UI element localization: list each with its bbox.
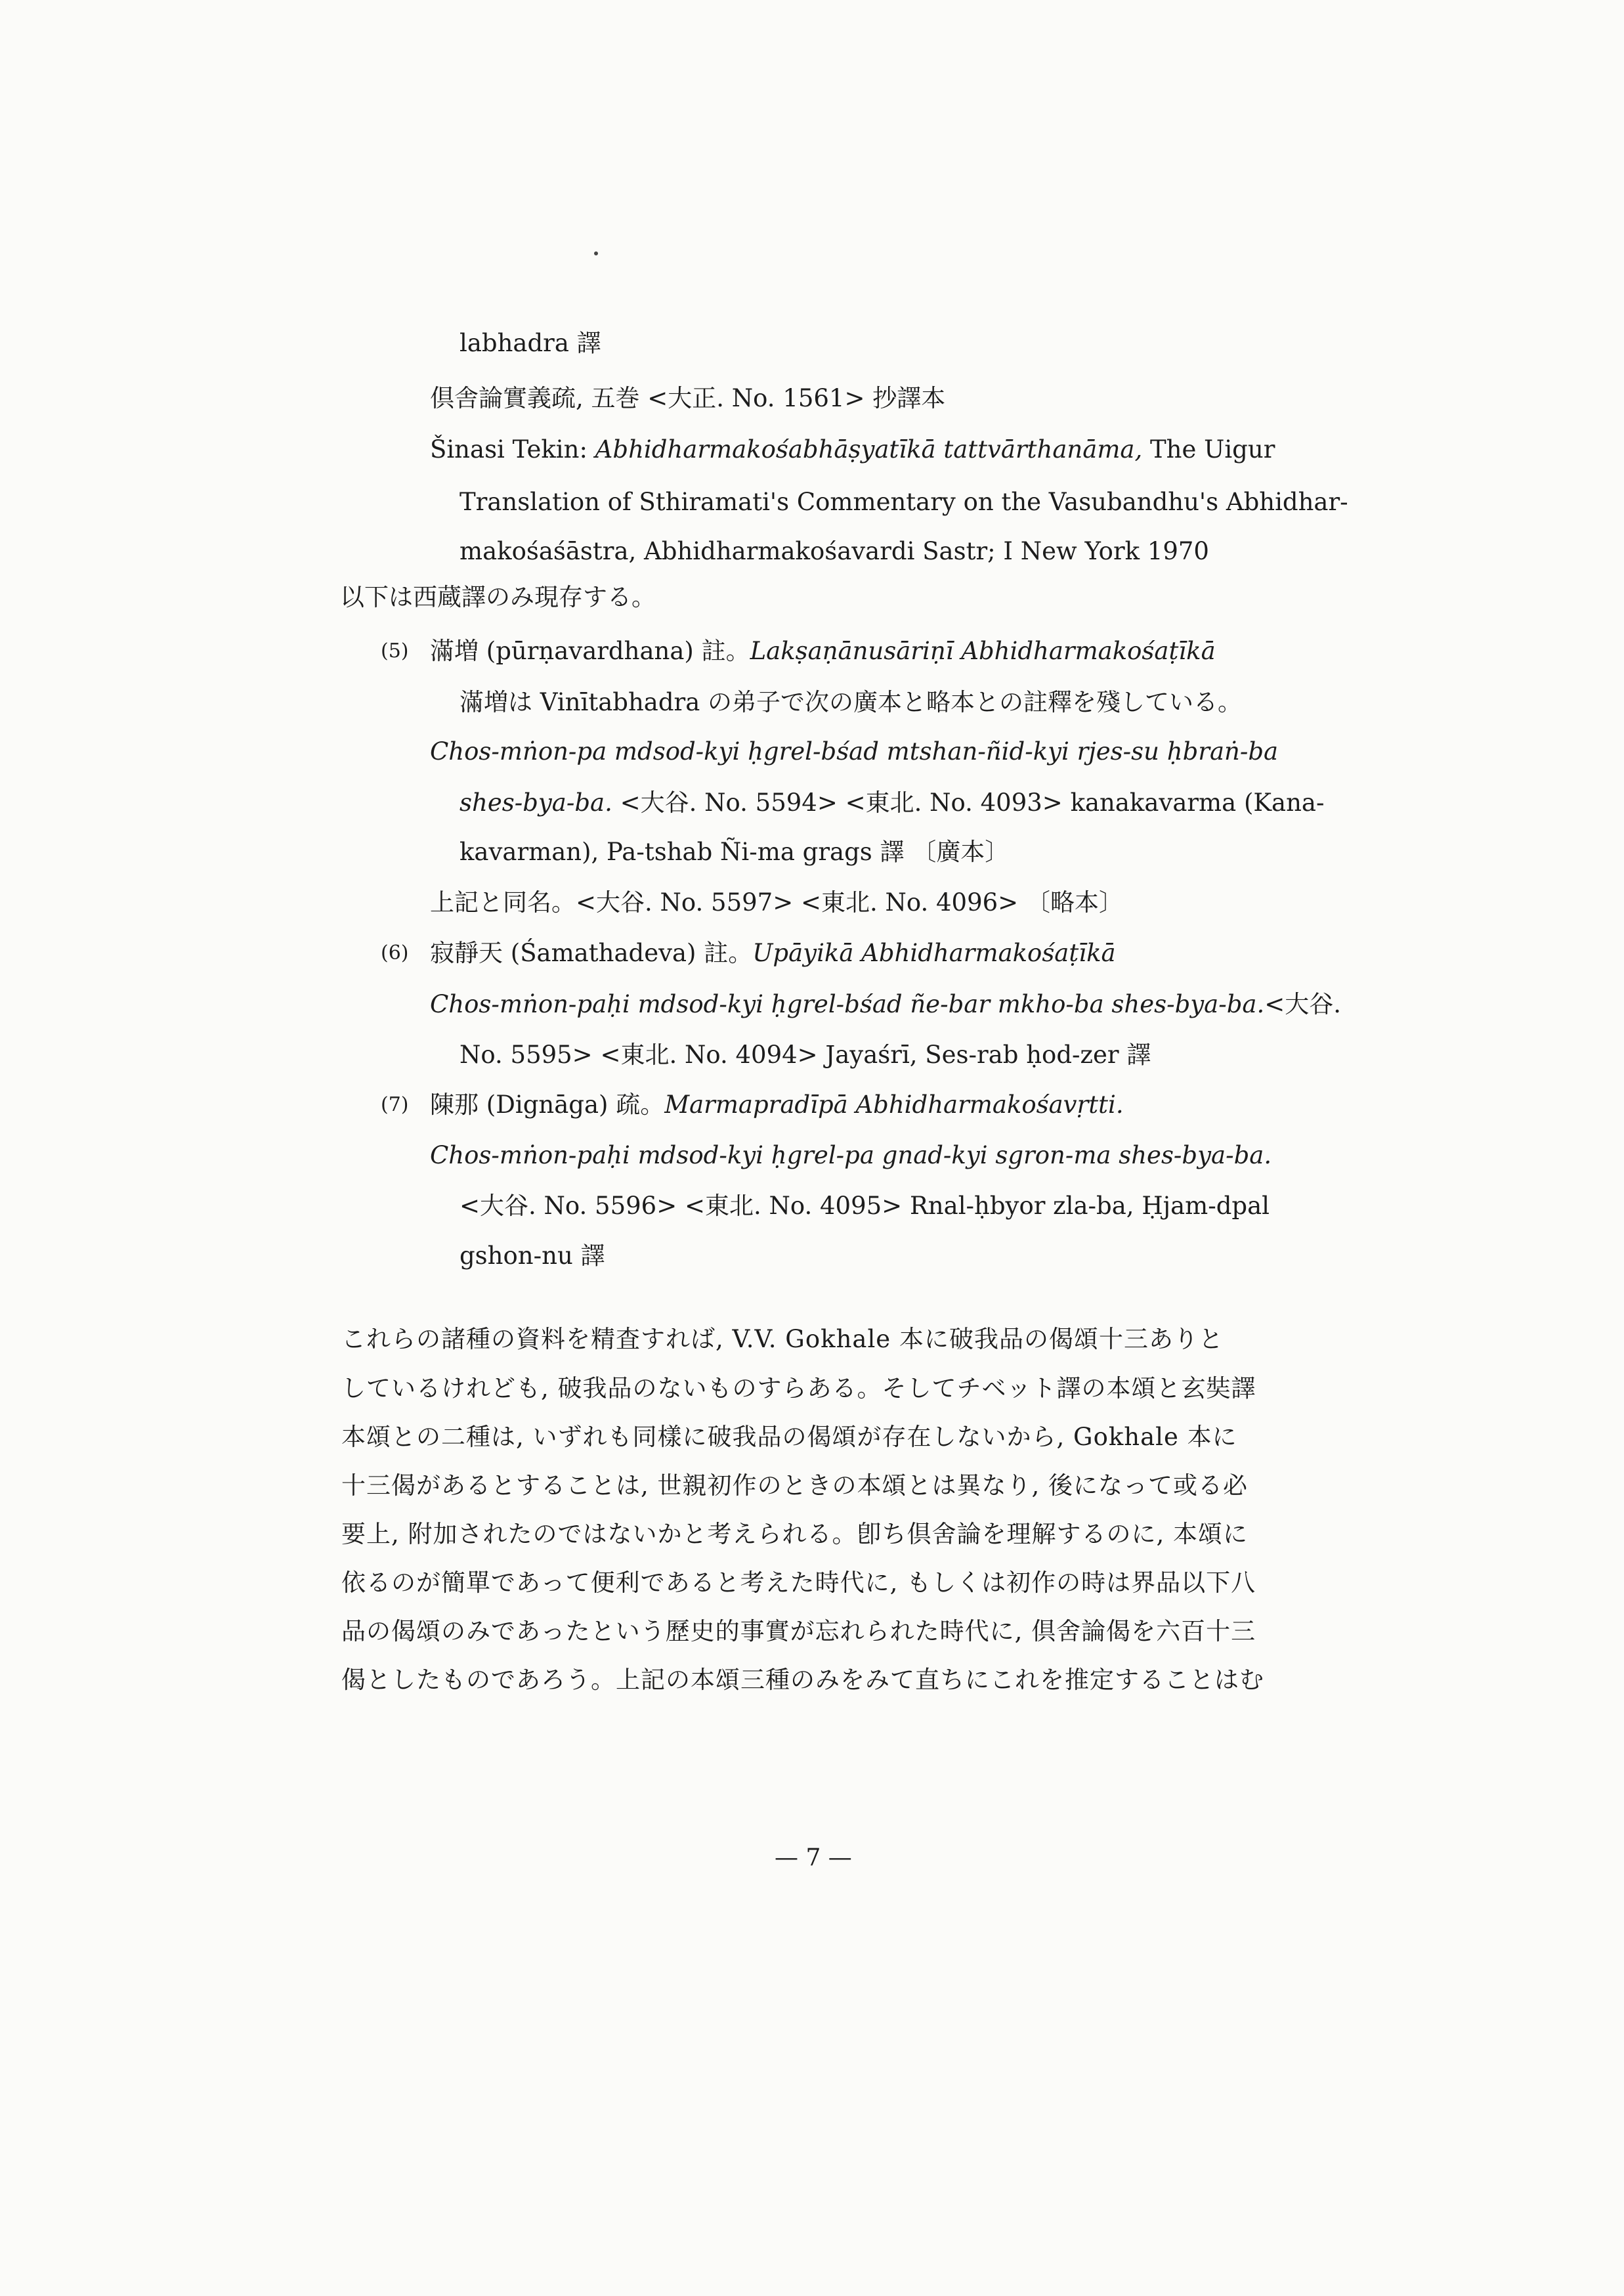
item-number-5: (5) [381, 639, 409, 662]
item-5-short-version: 上記と同名。<大谷. No. 5597> <東北. No. 4096> 〔略本〕 [430, 888, 1123, 917]
ref-line-2: 倶舎論實義疏, 五巻 <大正. No. 1561> 抄譯本 [430, 384, 946, 412]
ref-line-3-tail: The Uigur [1142, 435, 1275, 464]
item-7-author: 陳那 (Dignāga) 疏。 [430, 1091, 665, 1119]
item-5-note: 滿増は Vinītabhadra の弟子で次の廣本と略本との註釋を殘している。 [459, 688, 1243, 716]
page-number: — 7 — [775, 1844, 852, 1871]
item-5-title: Lakṣaṇānusāriṇī Abhidharmakośaṭīkā [750, 637, 1216, 665]
work-title: Abhidharmakośabhāṣyatīkā tattvārthanāma, [595, 435, 1143, 464]
item-6-tibetan-title [430, 988, 1341, 1021]
item-5-tibetan-title-end: shes-bya-ba. [459, 789, 612, 817]
item-6-catalog-start: <大谷. [1264, 990, 1342, 1018]
item-7-tibetan-title: Chos-mṅon-paḥi mdsod-kyi ḥgrel-pa gnad-kyi sgron-ma shes-bya-ba. [430, 1141, 1272, 1169]
item-6-title: Upāyikā Abhidharmakośaṭīkā [752, 939, 1116, 967]
body-line-3: 本頌との二種は, いずれも同樣に破我品の偈頌が存在しないから, Gokhale 本に [341, 1423, 1237, 1451]
body-line-1: これらの諸種の資料を精査すれば, V.V. Gokhale 本に破我品の偈頌十三ありと [341, 1325, 1224, 1353]
item-5-catalog-numbers: <大谷. No. 5594> <東北. No. 4093> kanakavarma (Kana- [612, 789, 1325, 817]
ref-line-3 [430, 433, 1275, 466]
item-7-title: Marmapradīpā Abhidharmakośavṛtti. [664, 1091, 1124, 1119]
ref-line-5: makośaśāstra, Abhidharmakośavardi Sastr; I New York 1970 [459, 537, 1209, 565]
section-intro: 以下は西蔵譯のみ現存する。 [340, 583, 656, 611]
item-7-heading [430, 1089, 1124, 1121]
item-5-author: 滿増 (pūrṇavardhana) 註。 [430, 637, 750, 665]
item-7-catalog: <大谷. No. 5596> <東北. No. 4095> Rnal-ḥbyor zla-ba, Ḥjam-dpal [459, 1192, 1270, 1220]
ref-line-4: Translation of Sthiramati's Commentary on the Vasubandhu's Abhidhar- [459, 488, 1348, 516]
item-6-tibetan-title-text: Chos-mṅon-paḥi mdsod-kyi ḥgrel-bśad ñe-bar mkho-ba shes-bya-ba. [430, 990, 1265, 1018]
item-5-catalog [459, 787, 1325, 819]
body-line-4: 十三偈があるとすることは, 世親初作のときの本頌とは異なり, 後になって或る必 [341, 1471, 1249, 1500]
item-6-catalog: No. 5595> <東北. No. 4094> Jayaśrī, Ses-rab ḥod-zer 譯 [459, 1041, 1151, 1069]
item-5-heading [430, 635, 1216, 668]
body-line-7: 品の偈頌のみであったという歷史的事實が忘れられた時代に, 倶舍論偈を六百十三 [341, 1617, 1256, 1645]
scan-speck [594, 251, 598, 255]
item-7-translator: gshon-nu 譯 [459, 1242, 605, 1270]
item-5-translators: kavarman), Pa-tshab Ñi-ma grags 譯 〔廣本〕 [459, 838, 1010, 866]
body-line-2: しているけれども, 破我品のないものすらある。そしてチベット譯の本頌と玄奘譯 [341, 1374, 1256, 1402]
item-number-7: (7) [381, 1093, 409, 1116]
body-line-8: 偈としたものであろう。上記の本頌三種のみをみて直ちにこれを推定することはむ [341, 1666, 1264, 1694]
body-line-6: 依るのが簡單であって便利であると考えた時代に, もしくは初作の時は界品以下八 [341, 1569, 1256, 1597]
item-6-author: 寂靜天 (Śamathadeva) 註。 [430, 939, 753, 967]
ref-line-1: labhadra 譯 [459, 329, 601, 357]
item-6-heading [430, 937, 1116, 970]
item-number-6: (6) [381, 942, 409, 964]
author-name: Šinasi Tekin: [430, 435, 595, 464]
body-line-5: 要上, 附加されたのではないかと考えられる。卽ち倶舍論を理解するのに, 本頌に [341, 1520, 1249, 1548]
item-5-tibetan-title: Chos-mṅon-pa mdsod-kyi ḥgrel-bśad mtshan-ñid-kyi rjes-su ḥbraṅ-ba [430, 737, 1279, 766]
